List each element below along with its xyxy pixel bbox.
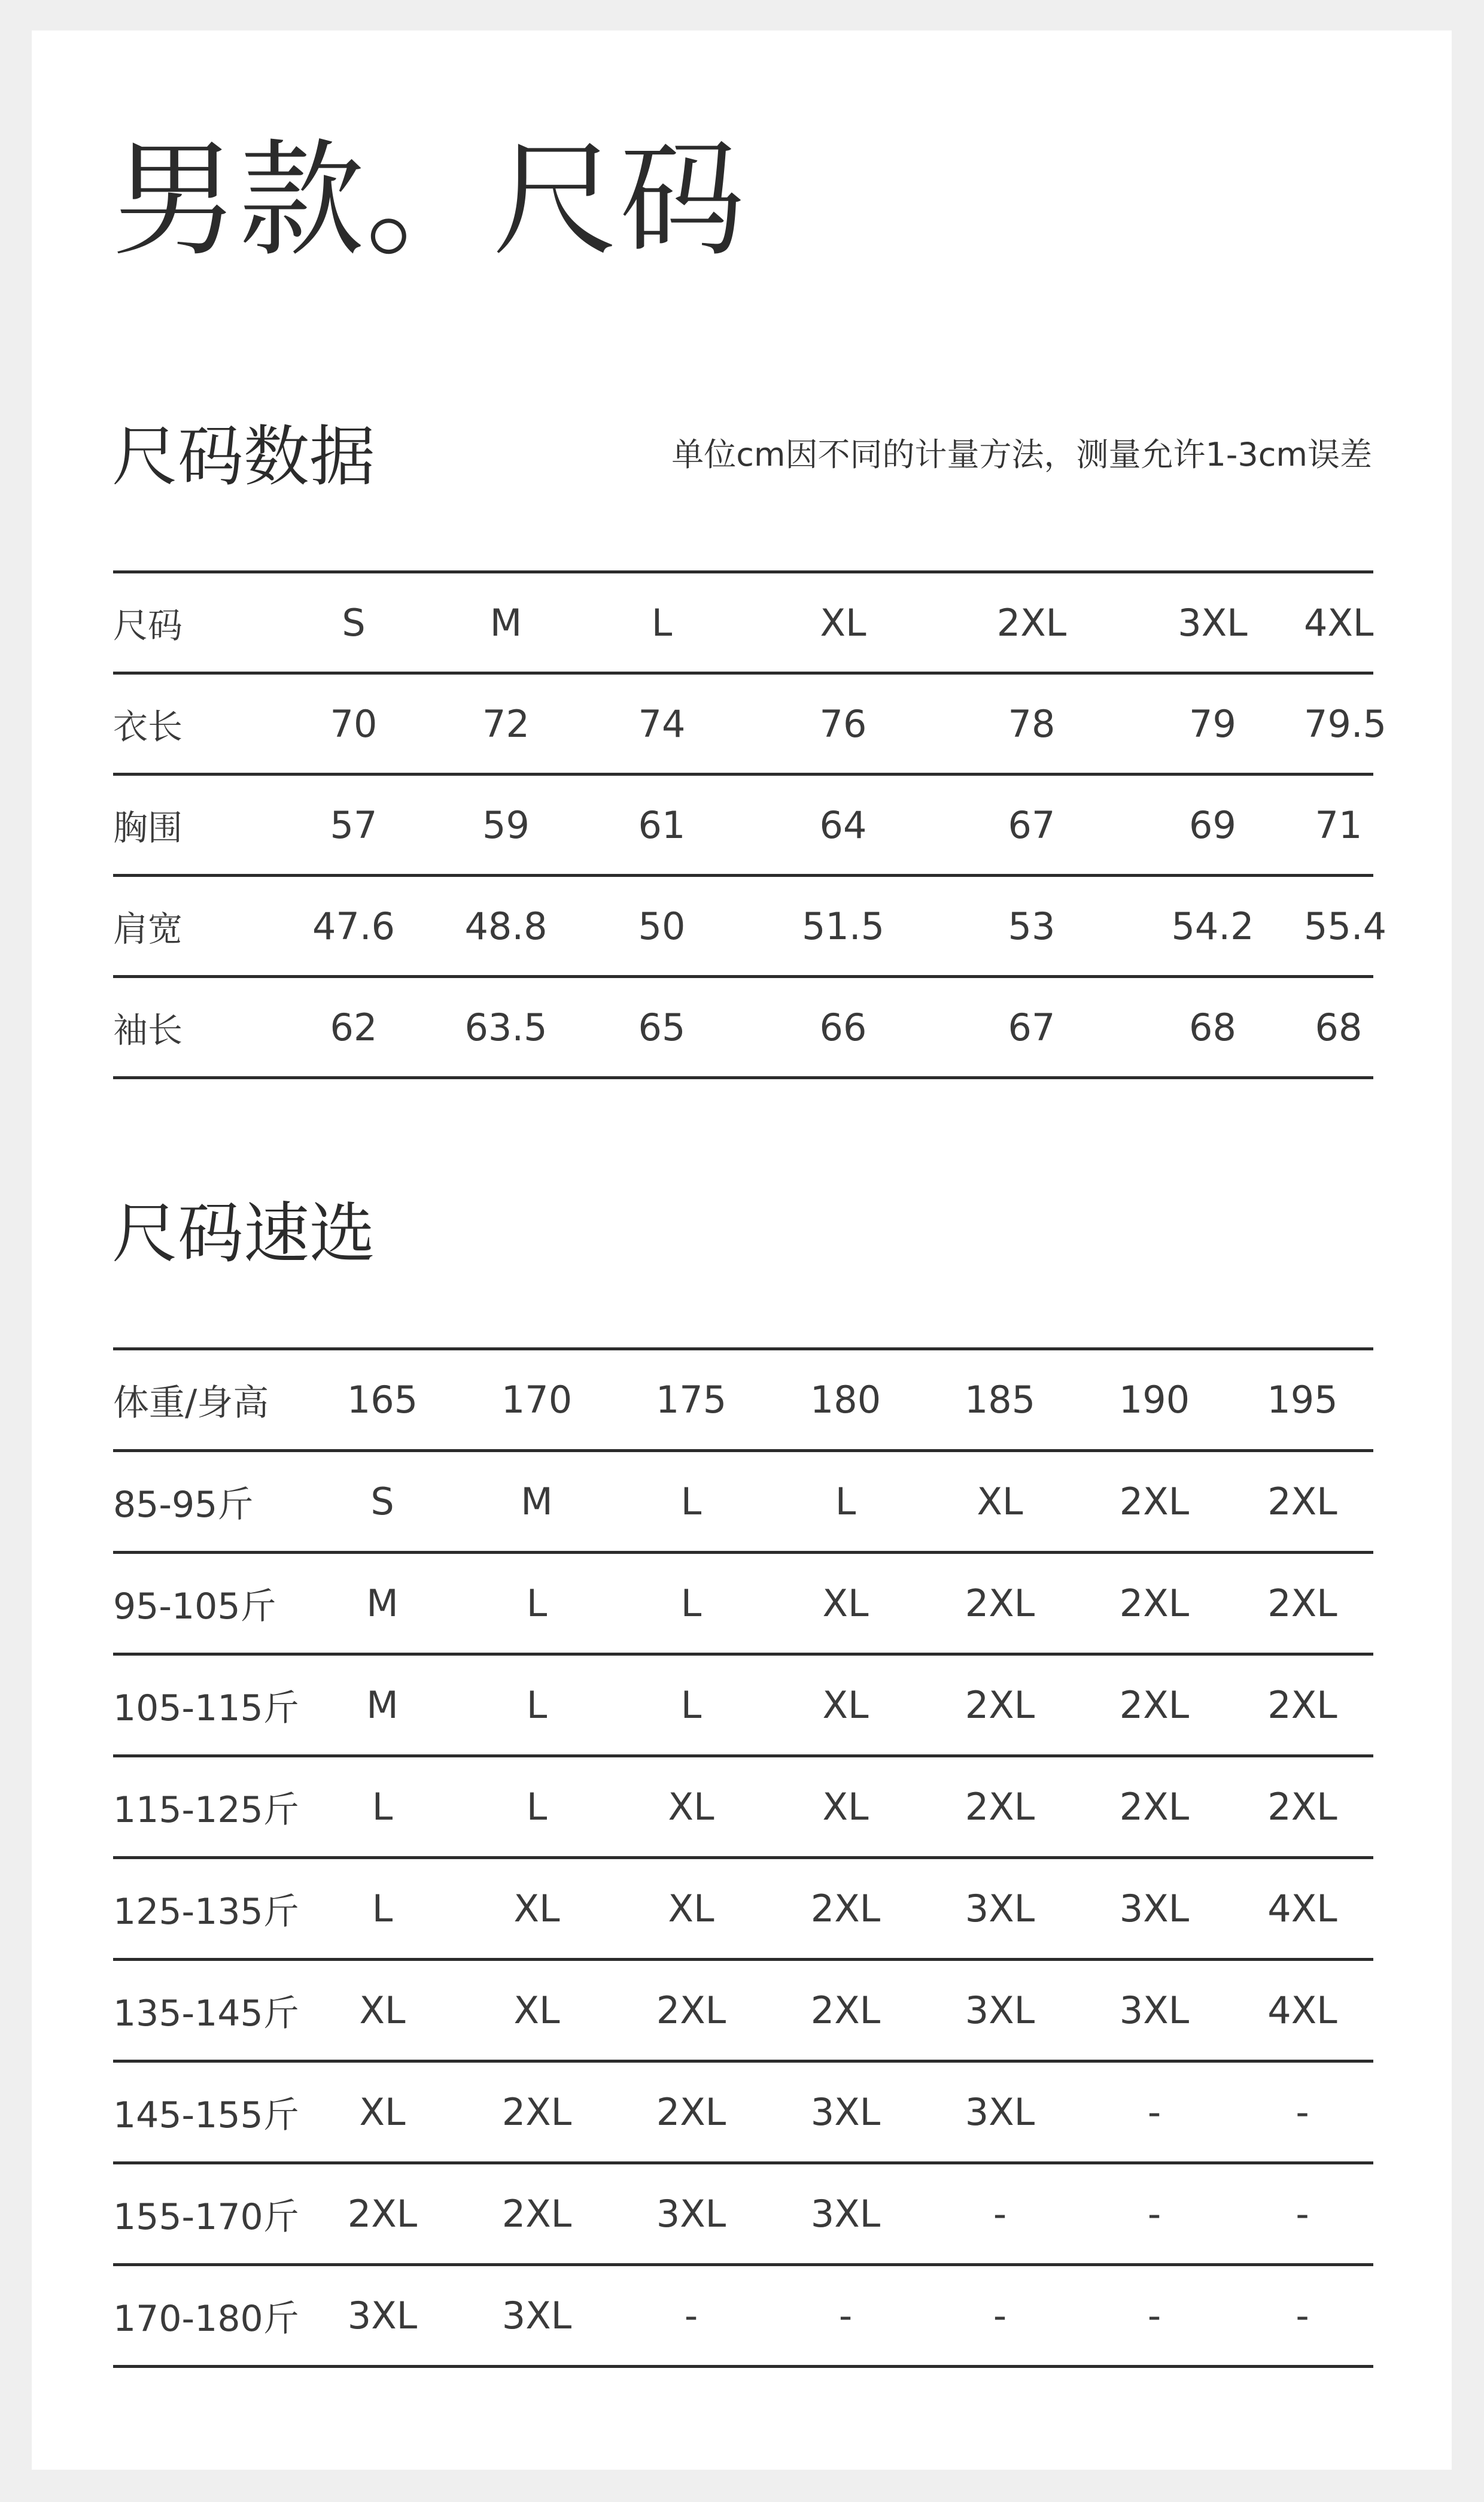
table-cell: 66 [744, 977, 942, 1078]
table-cell: 2XL [768, 1858, 923, 1960]
table-cell: 3XL [614, 2163, 768, 2265]
table-header-row [113, 1349, 1373, 1451]
table-cell: 2XL [1077, 1756, 1231, 1858]
table-row [113, 1960, 1373, 2061]
table-cell: 67 [942, 775, 1121, 876]
table-cell: 71 [1304, 775, 1373, 876]
table-cell: 3XL [768, 2061, 923, 2163]
row-label: 105-115斤 [113, 1654, 305, 1756]
table-cell: 78 [942, 673, 1121, 775]
table-cell: 3XL [1077, 1960, 1231, 2061]
table-cell: XL [614, 1756, 768, 1858]
table-row [113, 2163, 1373, 2265]
quick-select-table [113, 1347, 1373, 2368]
table-cell: 2XL [1231, 1756, 1373, 1858]
quick-select-body [113, 1349, 1373, 2367]
table-cell: 57 [275, 775, 433, 876]
row-label: 170-180斤 [113, 2265, 305, 2367]
column-header: 180 [768, 1349, 923, 1451]
column-header: 170 [460, 1349, 614, 1451]
size-data-heading: 尺码数据 [112, 418, 375, 495]
table-cell: 2XL [923, 1553, 1077, 1654]
column-header: 3XL [1121, 572, 1304, 673]
column-header: XL [744, 572, 942, 673]
table-row [113, 2061, 1373, 2163]
table-cell: - [768, 2265, 923, 2367]
row-label: 135-145斤 [113, 1960, 305, 2061]
table-row [113, 876, 1373, 977]
table-cell: 79.5 [1304, 673, 1373, 775]
table-cell: 64 [744, 775, 942, 876]
table-cell: L [614, 1451, 768, 1553]
table-cell: L [460, 1553, 614, 1654]
table-row [113, 1654, 1373, 1756]
column-header: 2XL [942, 572, 1121, 673]
size-data-table [113, 570, 1387, 1079]
table-cell: L [614, 1553, 768, 1654]
table-cell: - [1231, 2163, 1373, 2265]
table-cell: 69 [1121, 775, 1304, 876]
table-cell: - [923, 2265, 1077, 2367]
quick-select-heading: 尺码速选 [112, 1195, 375, 1272]
table-cell: 2XL [305, 2163, 460, 2265]
table-cell: 2XL [460, 2061, 614, 2163]
column-header: 175 [614, 1349, 768, 1451]
table-cell: L [305, 1858, 460, 1960]
table-cell: 50 [579, 876, 744, 977]
table-cell: L [460, 1654, 614, 1756]
table-cell: 3XL [923, 2061, 1077, 2163]
table-cell: 63.5 [433, 977, 579, 1078]
table-cell: 79 [1121, 673, 1304, 775]
table-row [113, 673, 1373, 775]
table-cell: 2XL [460, 2163, 614, 2265]
table-cell: 3XL [923, 1858, 1077, 1960]
table-cell: - [1077, 2163, 1231, 2265]
column-header: 190 [1077, 1349, 1231, 1451]
table-cell: M [305, 1654, 460, 1756]
table-cell: 65 [579, 977, 744, 1078]
table-cell: 4XL [1231, 1858, 1373, 1960]
table-cell: 2XL [1231, 1553, 1373, 1654]
table-cell: XL [305, 2061, 460, 2163]
table-row [113, 2265, 1373, 2367]
table-cell: 59 [433, 775, 579, 876]
column-header: M [433, 572, 579, 673]
table-cell: L [460, 1756, 614, 1858]
row-label: 胸围 [113, 775, 275, 876]
table-cell: 76 [744, 673, 942, 775]
table-cell: 54.2 [1121, 876, 1304, 977]
table-cell: M [460, 1451, 614, 1553]
table-cell: M [305, 1553, 460, 1654]
table-cell: 67 [942, 977, 1121, 1078]
table-row [113, 1756, 1373, 1858]
table-header-row [113, 572, 1373, 673]
table-cell: 51.5 [744, 876, 942, 977]
row-label: 衣长 [113, 673, 275, 775]
table-cell: - [614, 2265, 768, 2367]
table-cell: 61 [579, 775, 744, 876]
table-cell: L [305, 1756, 460, 1858]
table-cell: 53 [942, 876, 1121, 977]
table-row [113, 1553, 1373, 1654]
table-cell: XL [305, 1960, 460, 2061]
table-cell: 68 [1121, 977, 1304, 1078]
table-cell: 74 [579, 673, 744, 775]
table-cell: 3XL [1077, 1858, 1231, 1960]
row-label: 袖长 [113, 977, 275, 1078]
table-cell: 47.6 [275, 876, 433, 977]
column-header: L [579, 572, 744, 673]
table-corner-label: 尺码 [113, 572, 275, 673]
table-cell: 2XL [923, 1756, 1077, 1858]
table-cell: 55.4 [1304, 876, 1373, 977]
row-label: 85-95斤 [113, 1451, 305, 1553]
column-header: 4XL [1304, 572, 1373, 673]
table-cell: 3XL [923, 1960, 1077, 2061]
table-cell: 3XL [768, 2163, 923, 2265]
table-cell: L [614, 1654, 768, 1756]
column-header: 195 [1231, 1349, 1373, 1451]
table-row [113, 775, 1373, 876]
table-cell: 72 [433, 673, 579, 775]
row-label: 肩宽 [113, 876, 275, 977]
table-cell: 68 [1304, 977, 1373, 1078]
table-cell: 2XL [768, 1960, 923, 2061]
table-cell: 2XL [1231, 1451, 1373, 1553]
table-cell: 70 [275, 673, 433, 775]
table-cell: XL [768, 1553, 923, 1654]
table-cell: L [768, 1451, 923, 1553]
table-corner-label: 体重/身高 [113, 1349, 305, 1451]
table-cell: XL [768, 1654, 923, 1756]
table-cell: 4XL [1231, 1960, 1373, 2061]
row-label: 95-105斤 [113, 1553, 305, 1654]
table-cell: XL [460, 1858, 614, 1960]
column-header: 185 [923, 1349, 1077, 1451]
table-cell: XL [768, 1756, 923, 1858]
column-header: S [275, 572, 433, 673]
table-cell: 2XL [1231, 1654, 1373, 1756]
table-cell: 2XL [1077, 1451, 1231, 1553]
table-cell: 2XL [1077, 1654, 1231, 1756]
table-row [113, 1451, 1373, 1553]
table-cell: XL [614, 1858, 768, 1960]
table-cell: S [305, 1451, 460, 1553]
table-row [113, 977, 1373, 1078]
row-label: 125-135斤 [113, 1858, 305, 1960]
row-label: 115-125斤 [113, 1756, 305, 1858]
table-cell: - [1077, 2265, 1231, 2367]
table-row [113, 1858, 1373, 1960]
page-title: 男款。尺码 [112, 127, 747, 274]
table-cell: - [1231, 2061, 1373, 2163]
table-cell: 62 [275, 977, 433, 1078]
row-label: 155-170斤 [113, 2163, 305, 2265]
table-cell: 2XL [614, 1960, 768, 2061]
table-cell: 48.8 [433, 876, 579, 977]
table-cell: 3XL [305, 2265, 460, 2367]
column-header: 165 [305, 1349, 460, 1451]
row-label: 145-155斤 [113, 2061, 305, 2163]
table-cell: - [923, 2163, 1077, 2265]
table-cell: 2XL [923, 1654, 1077, 1756]
table-cell: 2XL [614, 2061, 768, 2163]
size-data-body [113, 572, 1387, 1078]
measurement-note: 单位cm因不同的计量方法，测量允许1-3cm误差 [671, 436, 1372, 473]
table-cell: - [1231, 2265, 1373, 2367]
table-cell: - [1077, 2061, 1231, 2163]
table-cell: XL [460, 1960, 614, 2061]
table-cell: 2XL [1077, 1553, 1231, 1654]
table-cell: 3XL [460, 2265, 614, 2367]
table-cell: XL [923, 1451, 1077, 1553]
